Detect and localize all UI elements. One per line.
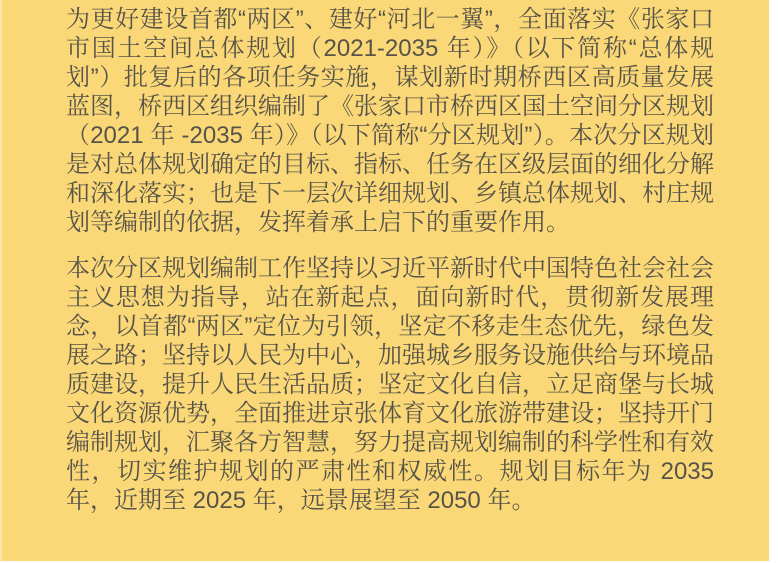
paragraph-intro: 为更好建设首都“两区”、建好“河北一翼”，全面落实《张家口市国土空间总体规划（2021-2035 年）》（以下简称“总体规划”）批复后的各项任务实施，谋划新时期桥西区高质量发展蓝图，桥西区组织编制了《张家口市桥西区国土空间分区规划（2021 年 -2035 年）》（以下简称“分区规划”）。本次分区规划是对总体规划确定的目标、指标、任务在区级层面的细化分解和深化落实；也是下一层次详细规划、乡镇总体规划、村庄规划等编制的依据，发挥着承上启下的重要作用。 bbox=[66, 6, 714, 236]
page-right-edge bbox=[769, 0, 778, 563]
page-left-edge bbox=[0, 0, 2, 563]
paragraph-guiding-principles: 本次分区规划编制工作坚持以习近平新时代中国特色社会社会主义思想为指导，站在新起点，面向新时代，贯彻新发展理念，以首都“两区”定位为引领，坚定不移走生态优先，绿色发展之路；坚持以人民为中心，加强城乡服务设施供给与环境品质建设，提升人民生活品质；坚定文化自信，立足商堡与长城文化资源优势，全面推进京张体育文化旅游带建设；坚持开门编制规划，汇聚各方智慧，努力提高规划编制的科学性和有效性，切实维护规划的严肃性和权威性。规划目标年为 2035 年，近期至 2025 年，远景展望至 2050 年。 bbox=[66, 255, 714, 514]
document-body bbox=[66, 5, 714, 532]
